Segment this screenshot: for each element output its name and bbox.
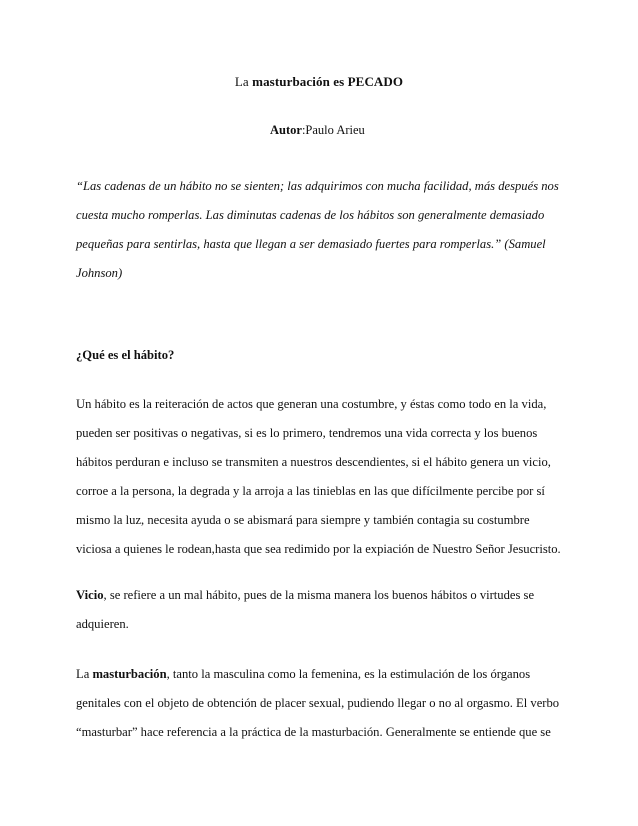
paragraph-line: corroe a la persona, la degrada y la arroja a las tinieblas en las que difícilmente percibe por sí: [76, 484, 545, 498]
paragraph-line: viciosa a quienes le rodean,hasta que sea redimido por la expiación de Nuestro Señor Jesucristo.: [76, 542, 561, 556]
paragraph-line: hábitos perduran e incluso se transmiten a nuestros descendientes, si el hábito genera un vicio,: [76, 455, 551, 469]
paragraph-line: adquieren.: [76, 617, 129, 631]
paragraph-line: genitales con el objeto de obtención de placer sexual, pudiendo llegar o no al orgasmo. El verbo: [76, 696, 560, 710]
quote-line: pequeñas para sentirlas, hasta que llegan a ser demasiado fuertes para romperlas.” (Samuel: [76, 237, 546, 251]
vice-definition: , se refiere a un mal hábito, pues de la misma manera los buenos hábitos o virtudes se: [103, 588, 535, 602]
quote-line: cuesta mucho romperlas. Las diminutas cadenas de los hábitos son generalmente demasiado: [76, 208, 545, 222]
definition-prefix: La: [76, 667, 93, 681]
author-label: Autor: [270, 123, 302, 137]
author-line: [270, 118, 570, 142]
quote-line: Johnson): [76, 266, 123, 280]
author-name: :Paulo Arieu: [301, 123, 365, 137]
title-bold: masturbación es PECADO: [252, 74, 404, 89]
vice-term: Vicio: [76, 588, 104, 602]
definition-text: , tanto la masculina como la femenina, es la estimulación de los órganos: [166, 667, 531, 681]
paragraph-line: [76, 584, 576, 606]
section-heading: ¿Qué es el hábito?: [76, 348, 175, 362]
epigraph-quote: [76, 175, 566, 291]
paragraph-line: mismo la luz, necesita ayuda o se abismará para siempre y también contagia su costumbre: [76, 513, 530, 527]
definition-term: masturbación: [92, 667, 167, 681]
paragraph-line: Un hábito es la reiteración de actos que generan una costumbre, y éstas como todo en la vida,: [76, 397, 547, 411]
paragraph-habit: [76, 393, 576, 567]
paragraph-line: [76, 663, 576, 685]
document-title: [0, 70, 638, 94]
paragraph-line: “masturbar” hace referencia a la práctica de la masturbación. Generalmente se entiende que se: [76, 725, 551, 739]
quote-line: “Las cadenas de un hábito no se sienten; las adquirimos con mucha facilidad, más después nos: [76, 179, 559, 193]
paragraph-definition: [76, 663, 576, 750]
title-prefix: La: [234, 74, 253, 89]
paragraph-line: pueden ser positivas o negativas, si es lo primero, tendremos una vida correcta y los buenos: [76, 426, 538, 440]
paragraph-vice: [76, 584, 576, 642]
